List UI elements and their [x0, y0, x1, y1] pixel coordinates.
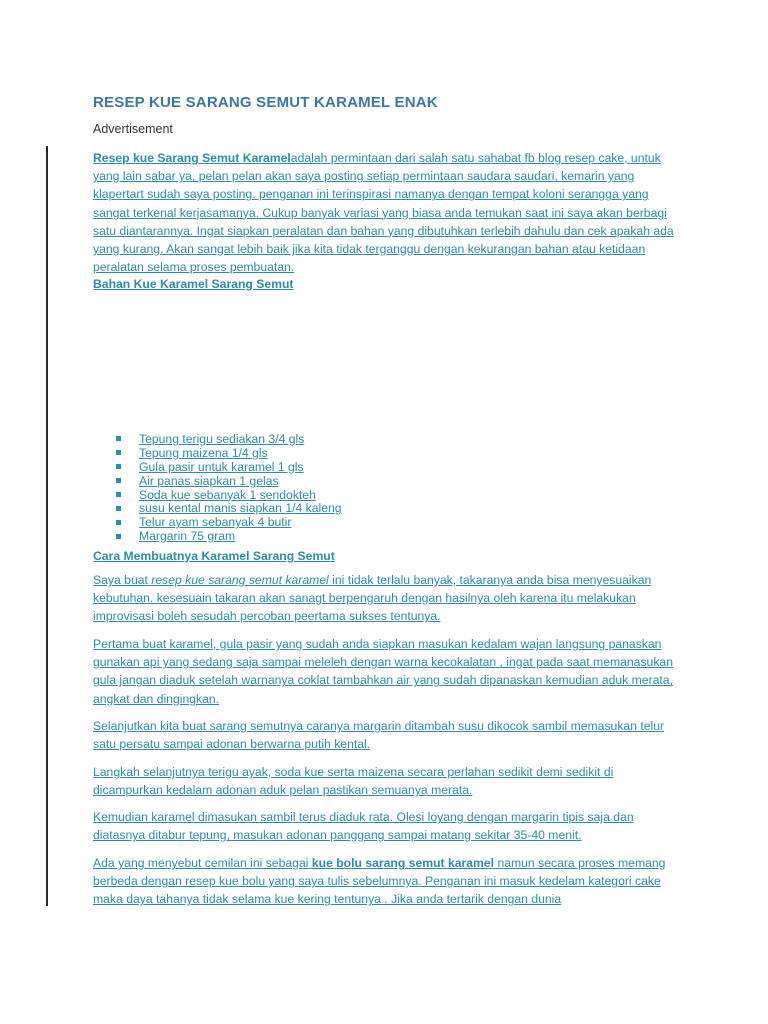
- bullet-icon: [116, 520, 121, 525]
- method-paragraph-1[interactable]: [93, 571, 683, 626]
- bullet-icon: [116, 464, 121, 469]
- intro-paragraph[interactable]: [93, 149, 683, 276]
- method-p6-bold[interactable]: kue bolu sarang semut karamel: [311, 856, 495, 870]
- list-item[interactable]: susu kental manis siapkan 1/4 kaleng: [116, 501, 342, 515]
- list-item[interactable]: Tepung maizena 1/4 gls: [116, 446, 342, 460]
- method-p1-pre[interactable]: Saya buat: [93, 573, 152, 587]
- list-item[interactable]: Soda kue sebanyak 1 sendokteh: [116, 488, 342, 502]
- method-heading[interactable]: Cara Membuatnya Karamel Sarang Semut: [93, 549, 335, 563]
- method-paragraph-2[interactable]: Pertama buat karamel, gula pasir yang sudah anda siapkan masukan kedalam wajan langsung panaskan gunakan api yang sedang saja sampai meleleh dengan warna kecokalatan , ingat pada saat memanasukan gula jangan diaduk setelah warnanya coklat tambahkan air yang sudah dipanaskan kemudian aduk merata, angkat dan dingingkan.: [93, 637, 673, 706]
- list-item[interactable]: Gula pasir untuk karamel 1 gls: [116, 460, 342, 474]
- bullet-icon: [116, 492, 121, 497]
- list-item[interactable]: Air panas siapkan 1 gelas: [116, 474, 342, 488]
- list-item[interactable]: Telur ayam sebanyak 4 butir: [116, 515, 342, 529]
- ingredients-heading[interactable]: Bahan Kue Karamel Sarang Semut: [93, 277, 294, 291]
- ingredients-list: [116, 432, 342, 543]
- advertisement-label: Advertisement: [93, 122, 173, 136]
- method-paragraph-4[interactable]: Langkah selanjutnya terigu ayak, soda kue serta maizena secara perlahan sedikit demi sedikit di dicampurkan kedalam adonan aduk pelan pastikan semuanya merata.: [93, 765, 614, 798]
- bullet-icon: [116, 450, 121, 455]
- method-p1-italic[interactable]: resep kue sarang semut karamel: [151, 573, 329, 587]
- intro-bold-lead[interactable]: Resep kue Sarang Semut Karamel: [93, 151, 291, 165]
- page-title: RESEP KUE SARANG SEMUT KARAMEL ENAK: [93, 94, 438, 111]
- method-paragraph-3[interactable]: Selanjutkan kita buat sarang semutnya caranya margarin ditambah susu dikocok sambil memasukan telur satu persatu sampai adonan berwarna putih kental.: [93, 719, 665, 752]
- margin-bar: [46, 146, 48, 906]
- list-item[interactable]: Margarin 75 gram: [116, 529, 342, 543]
- bullet-icon: [116, 478, 121, 483]
- method-p6-post[interactable]: namun secara proses memang berbeda dengan resep kue bolu yang saya tulis sebelumnya. Penganan ini masuk kedelam kategori cake maka daya tahanya tidak selama kue kering tentunya . Jika anda tertarik dengan dunia: [93, 856, 666, 907]
- bullet-icon: [116, 506, 121, 511]
- list-item[interactable]: Tepung terigu sediakan 3/4 gls: [116, 432, 342, 446]
- bullet-icon: [116, 534, 121, 539]
- method-paragraph-5[interactable]: Kemudian karamel dimasukan sambil terus diaduk rata. Olesi loyang dengan margarin tipis saja dan diatasnya ditabur tepung, masukan adonan panggang sampai matang sekitar 35-40 menit.: [93, 810, 634, 843]
- method-p1-post[interactable]: ini tidak terlalu banyak, takaranya anda bisa menyesuaikan kebutuhan. kesesuain takaran akan sanagt berpengaruh dengan hasilnya oleh karena itu melakukan improvisasi boleh sesudah percoban peertama sukses tentunya.: [93, 573, 652, 624]
- intro-text[interactable]: adalah permintaan dari salah satu sahabat fb blog resep cake, untuk yang lain sabar ya, pelan pelan akan saya posting setiap permintaan saudara saudari, kemarin yang klapertart sudah saya posting. penganan ini terinspirasi namanya dengan tempat koloni serangga yang sangat terkenal kerjasamanya. Cukup banyak variasi yang biasa anda temukan saat ini saya akan berbagi satu diantarannya. Ingat siapkan peralatan dan bahan yang dibutuhkan terlebih dahulu dan cek apakah ada yang kurang. Akan sangat lebih baik jika kita tidak terganggu dengan kekurangan bahan atau ketidaan peralatan selama proses pembuatan.: [93, 151, 674, 275]
- bullet-icon: [116, 436, 121, 441]
- method-paragraph-6[interactable]: [93, 854, 683, 909]
- method-p6-pre[interactable]: Ada yang menyebut cemilan ini sebagai: [93, 856, 312, 870]
